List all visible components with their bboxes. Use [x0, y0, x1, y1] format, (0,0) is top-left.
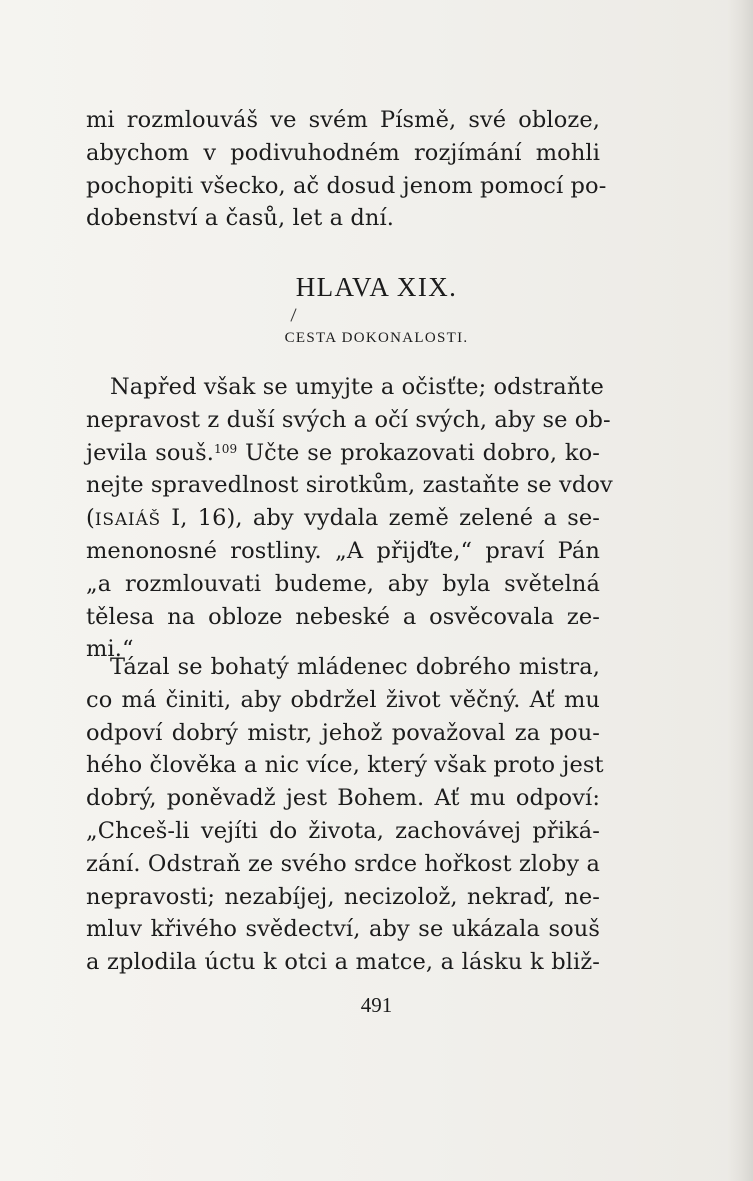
paragraph-tazal — [86, 651, 604, 979]
text-line: a zplodila úctu k otci a matce, a lásku k bliž- — [86, 949, 600, 976]
text-line: dobrý, poněvadž jest Bohem. Ať mu odpoví: — [86, 785, 600, 812]
text-line: mi.“ — [86, 636, 134, 663]
text-line: nejte spravedlnost sirotkům, zastaňte se vdov — [86, 472, 613, 499]
text-line: Napřed však se umyjte a očisťte; odstraňte — [110, 374, 604, 400]
text-line: „Chceš-li vejíti do života, zachovávej přiká- — [86, 817, 600, 844]
line-text: jevila souš. — [86, 439, 215, 466]
line-text: Učte se prokazovati dobro, ko- — [237, 439, 600, 466]
paragraph-napred — [86, 371, 613, 666]
paragraph-continued — [86, 104, 607, 235]
line-text: I, 16), aby vydala země zelené a se- — [160, 505, 600, 532]
bible-reference-book: ISAIÁŠ — [94, 510, 161, 531]
text-line: abychom v podivuhodném rozjímání mohli — [86, 139, 600, 166]
page-number: 491 — [360, 993, 393, 1017]
text-line: mi rozmlouváš ve svém Písmě, své obloze, — [86, 107, 600, 133]
text-line: nepravost z duší svých a očí svých, aby se ob- — [86, 406, 611, 433]
text-line: co má činiti, aby obdržel život věčný. Ať mu — [86, 686, 600, 713]
text-line: odpoví dobrý mistr, jehož považoval za pou- — [86, 719, 600, 746]
chapter-subtitle: CESTA DOKONALOSTI. — [284, 330, 469, 346]
text-line: pochopiti všecko, ač dosud jenom pomocí po- — [86, 172, 607, 199]
chapter-heading: HLAVA XIX. — [295, 272, 458, 302]
text-line: hého člověka a nic více, který však proto jest — [86, 752, 604, 779]
footnote-reference: 109 — [214, 441, 238, 456]
text-line: Tázal se bohatý mládenec dobrého mistra, — [110, 654, 600, 680]
stray-accent-mark — [290, 308, 296, 321]
text-line: mluv křivého svědectví, aby se ukázala souš — [86, 916, 600, 943]
text-line — [86, 502, 600, 535]
text-line: dobenství a časů, let a dní. — [86, 205, 395, 232]
text-line: tělesa na obloze nebeské a osvěcovala ze- — [86, 603, 600, 630]
text-line: zání. Odstraň ze svého srdce hořkost zloby a — [86, 850, 600, 877]
line-text: ( — [86, 505, 95, 532]
text-line — [86, 437, 600, 470]
text-line: „a rozmlouvati budeme, aby byla světelná — [86, 570, 600, 597]
text-line: nepravosti; nezabíjej, necizolož, nekraď, ne- — [86, 883, 600, 910]
text-line: menonosné rostliny. „A přijďte,“ praví Pán — [86, 537, 600, 564]
